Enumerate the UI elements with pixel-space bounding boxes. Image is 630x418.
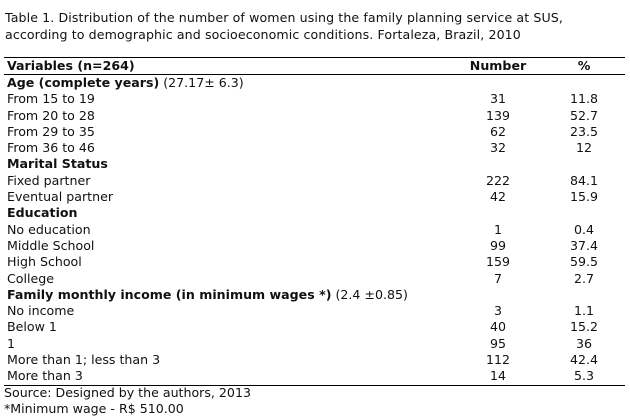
row-percent: 5.3 bbox=[573, 368, 595, 384]
table-row bbox=[4, 336, 625, 352]
row-percent: 84.1 bbox=[569, 172, 599, 188]
row-label: Middle School bbox=[7, 237, 95, 253]
section-note: (2.4 ±0.85) bbox=[335, 286, 408, 302]
row-percent: 0.4 bbox=[573, 221, 595, 237]
table-row bbox=[4, 222, 625, 238]
row-label: No education bbox=[7, 221, 91, 237]
data-table bbox=[4, 57, 625, 386]
row-percent: 12 bbox=[575, 140, 593, 156]
row-label: Fixed partner bbox=[7, 172, 91, 188]
header-variables: Variables (n=264) bbox=[7, 58, 135, 73]
row-number: 139 bbox=[485, 107, 511, 123]
section-row-marital-status bbox=[4, 156, 625, 172]
row-number: 42 bbox=[489, 189, 507, 205]
row-number: 14 bbox=[489, 368, 507, 384]
row-percent: 11.8 bbox=[569, 91, 599, 107]
row-number: 40 bbox=[489, 319, 507, 335]
row-label: No income bbox=[7, 303, 75, 319]
header-number: Number bbox=[469, 58, 527, 73]
row-percent: 52.7 bbox=[569, 107, 599, 123]
row-number: 3 bbox=[493, 303, 502, 319]
table-row bbox=[4, 352, 625, 368]
table-row bbox=[4, 91, 625, 107]
section-title: Age (complete years) bbox=[7, 75, 160, 90]
table-row bbox=[4, 238, 625, 254]
section-title: Education bbox=[7, 205, 78, 221]
row-percent: 15.2 bbox=[569, 319, 599, 335]
row-label: More than 3 bbox=[7, 368, 83, 384]
section-note: (27.17± 6.3) bbox=[163, 75, 244, 90]
header-percent: % bbox=[577, 58, 591, 73]
row-label: From 36 to 46 bbox=[7, 140, 95, 156]
table-row bbox=[4, 140, 625, 156]
row-number: 31 bbox=[489, 91, 507, 107]
table-row bbox=[4, 368, 625, 384]
row-label: Eventual partner bbox=[7, 189, 114, 205]
row-label: From 15 to 19 bbox=[7, 91, 95, 107]
row-label: From 29 to 35 bbox=[7, 123, 95, 139]
row-percent: 42.4 bbox=[569, 352, 599, 368]
row-percent: 37.4 bbox=[569, 237, 599, 253]
table-row bbox=[4, 303, 625, 319]
table-header-row bbox=[4, 58, 625, 75]
section-row-income bbox=[4, 287, 625, 303]
row-label: High School bbox=[7, 254, 82, 270]
section-row-age bbox=[4, 75, 625, 91]
table-row bbox=[4, 108, 625, 124]
section-row-education bbox=[4, 205, 625, 221]
row-percent: 59.5 bbox=[569, 254, 599, 270]
row-label: From 20 to 28 bbox=[7, 107, 95, 123]
source-footnote: Source: Designed by the authors, 2013 bbox=[4, 385, 251, 400]
row-label: More than 1; less than 3 bbox=[7, 352, 161, 368]
row-percent: 15.9 bbox=[569, 189, 599, 205]
row-percent: 1.1 bbox=[573, 303, 595, 319]
row-percent: 23.5 bbox=[569, 123, 599, 139]
row-number: 222 bbox=[485, 172, 511, 188]
section-title: Family monthly income (in minimum wages *) bbox=[7, 286, 332, 302]
row-number: 159 bbox=[485, 254, 511, 270]
row-number: 32 bbox=[489, 140, 507, 156]
row-label: 1 bbox=[7, 335, 16, 351]
table-row bbox=[4, 189, 625, 205]
row-label: College bbox=[7, 270, 54, 286]
row-number: 7 bbox=[493, 270, 502, 286]
row-number: 95 bbox=[489, 335, 507, 351]
table-row bbox=[4, 271, 625, 287]
row-percent: 36 bbox=[575, 335, 593, 351]
table-row bbox=[4, 254, 625, 270]
minimum-wage-footnote: *Minimum wage - R$ 510.00 bbox=[4, 401, 184, 416]
row-number: 112 bbox=[485, 352, 511, 368]
row-number: 62 bbox=[489, 123, 507, 139]
table-row bbox=[4, 124, 625, 140]
row-percent: 2.7 bbox=[573, 270, 595, 286]
row-number: 99 bbox=[489, 237, 507, 253]
row-number: 1 bbox=[493, 221, 502, 237]
section-title: Marital Status bbox=[7, 156, 108, 172]
table-caption: Table 1. Distribution of the number of women using the family planning service at SUS, according to demographic and socioeconomic conditions. Fortaleza, Brazil, 2010 bbox=[5, 10, 563, 42]
row-label: Below 1 bbox=[7, 319, 57, 335]
table-row bbox=[4, 319, 625, 335]
table-row bbox=[4, 173, 625, 189]
